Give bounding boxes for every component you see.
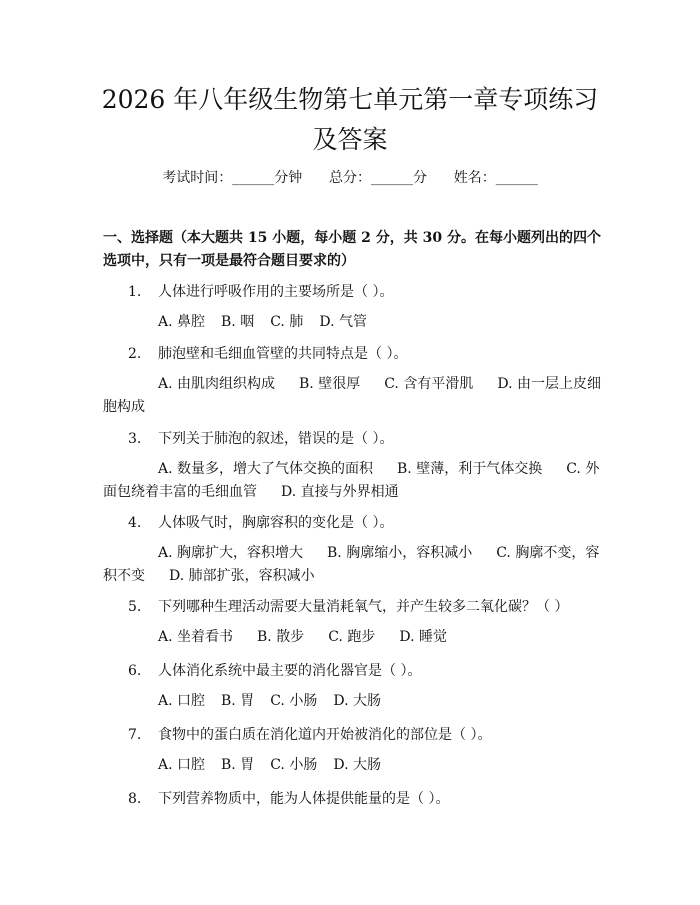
section-heading: 一、选择题（本大题共 15 小题，每小题 2 分，共 30 分。在每小题列出的四个选项中，只有一项是最符合题目要求的）: [103, 230, 601, 269]
question-4-options: [103, 542, 608, 588]
question-text: 食物中的蛋白质在消化道内开始被消化的部位是（ ）。: [158, 727, 492, 743]
option: B. 胃: [221, 693, 255, 709]
question-text: 人体消化系统中最主要的消化器官是（ ）。: [158, 663, 422, 679]
option: D. 直接与外界相通: [281, 484, 399, 500]
option: C. 小肠: [270, 757, 318, 773]
option: C. 胸廓不变，容积不变: [103, 545, 600, 584]
option: C. 外面包绕着丰富的毛细血管: [103, 461, 600, 500]
question-3-options: [103, 458, 608, 504]
question-8: [128, 789, 598, 809]
option: B. 咽: [221, 314, 255, 330]
question-number: 3.: [128, 431, 142, 447]
question-text: 肺泡壁和毛细血管壁的共同特点是（ ）。: [158, 346, 408, 362]
question-text: 人体吸气时，胸廓容积的变化是（ ）。: [158, 515, 394, 531]
question-text: 人体进行呼吸作用的主要场所是（ ）。: [158, 284, 394, 300]
option: A. 口腔: [158, 757, 206, 773]
question-3: [128, 429, 598, 449]
question-5-options: [103, 626, 608, 649]
question-number: 1.: [128, 284, 142, 300]
option: B. 散步: [257, 629, 305, 645]
exam-time: 考试时间：______分钟: [162, 170, 303, 186]
question-number: 8.: [128, 791, 142, 807]
student-name: 姓名：______: [453, 170, 538, 186]
question-6: [128, 661, 598, 681]
question-text: 下列营养物质中，能为人体提供能量的是（ ）。: [158, 791, 450, 807]
option: D. 气管: [319, 314, 367, 330]
question-2: [128, 344, 598, 364]
option: C. 跑步: [328, 629, 376, 645]
exam-meta: [0, 167, 700, 187]
title-line-2: 及答案: [312, 125, 388, 154]
question-6-options: [103, 690, 608, 713]
document-title: [0, 80, 700, 160]
option: B. 胃: [221, 757, 255, 773]
option: C. 小肠: [270, 693, 318, 709]
option: C. 肺: [270, 314, 304, 330]
question-number: 6.: [128, 663, 142, 679]
option: A. 鼻腔: [158, 314, 206, 330]
question-2-options: [103, 373, 608, 419]
question-text: 下列关于肺泡的叙述，错误的是（ ）。: [158, 431, 394, 447]
option: D. 大肠: [333, 693, 381, 709]
option: D. 由一层上皮细胞构成: [103, 376, 601, 415]
question-4: [128, 513, 598, 533]
question-number: 4.: [128, 515, 142, 531]
option: D. 睡觉: [399, 629, 447, 645]
option: A. 胸廓扩大，容积增大: [158, 545, 304, 561]
exam-score: 总分：______分: [329, 170, 427, 186]
question-7: [128, 725, 598, 745]
option: A. 数量多，增大了气体交换的面积: [158, 461, 374, 477]
option: B. 胸廓缩小，容积减小: [327, 545, 473, 561]
option: D. 大肠: [333, 757, 381, 773]
question-number: 5.: [128, 599, 142, 615]
option: C. 含有平滑肌: [384, 376, 474, 392]
question-1-options: [103, 311, 608, 334]
question-number: 7.: [128, 727, 142, 743]
question-1: [128, 282, 598, 302]
option: A. 口腔: [158, 693, 206, 709]
question-number: 2.: [128, 346, 142, 362]
option: A. 由肌肉组织构成: [158, 376, 276, 392]
question-text: 下列哪种生理活动需要大量消耗氧气，并产生较多二氧化碳？（ ）: [158, 599, 569, 615]
option: A. 坐着看书: [158, 629, 234, 645]
option: B. 壁薄，利于气体交换: [397, 461, 543, 477]
question-7-options: [103, 754, 608, 777]
option: D. 肺部扩张，容积减小: [169, 568, 315, 584]
title-line-1: 2026 年八年级生物第七单元第一章专项练习: [101, 85, 599, 114]
option: B. 壁很厚: [299, 376, 361, 392]
question-5: [128, 597, 598, 617]
